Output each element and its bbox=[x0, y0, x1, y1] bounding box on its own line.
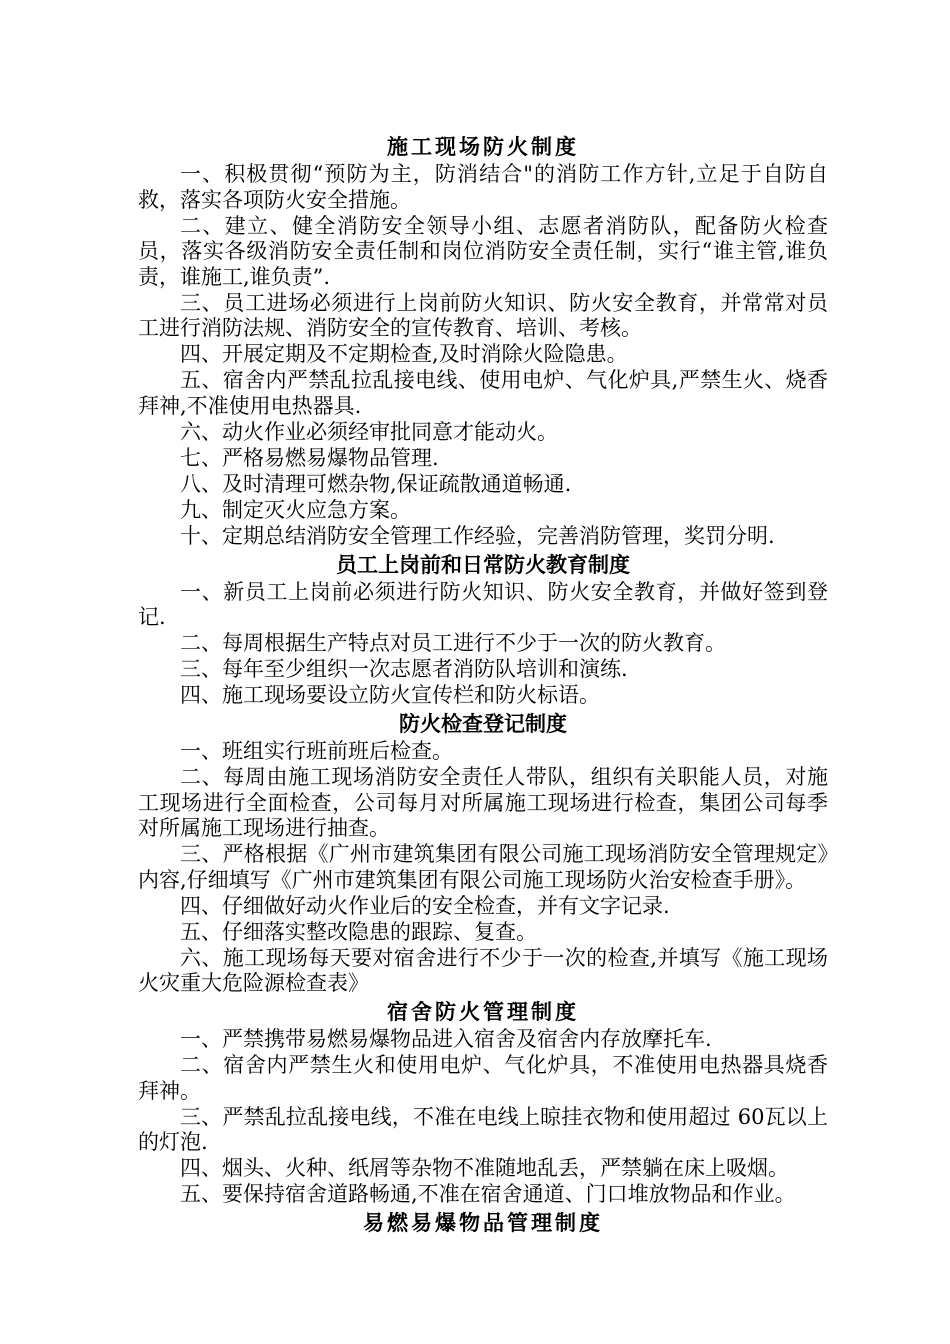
section-title: 施工现场防火制度 bbox=[387, 134, 579, 159]
document-page bbox=[138, 132, 828, 1238]
section-flammable-materials bbox=[138, 1208, 828, 1238]
paragraph: 七、严格易燃易爆物品管理. bbox=[180, 445, 439, 470]
paragraph: 四、仔细做好动火作业后的安全检查，并有文字记录. bbox=[180, 893, 670, 918]
paragraph: 六、施工现场每天要对宿舍进行不少于一次的检查,并填写《施工现场火灾重大危险源检查表》 bbox=[138, 945, 828, 995]
paragraph: 一、班组实行班前班后检查。 bbox=[180, 739, 453, 763]
paragraph: 三、每年至少组织一次志愿者消防队培训和演练. bbox=[180, 657, 628, 681]
paragraph: 六、动火作业必须经审批同意才能动火。 bbox=[180, 419, 558, 444]
paragraph: 四、开展定期及不定期检查,及时消除火险隐患。 bbox=[180, 342, 628, 366]
section-fire-inspection bbox=[138, 709, 828, 997]
paragraph: 一、新员工上岗前必须进行防火知识、防火安全教育，并做好签到登记. bbox=[138, 579, 828, 629]
paragraph: 四、烟头、火种、纸屑等杂物不准随地乱丢，严禁躺在床上吸烟。 bbox=[180, 1156, 789, 1180]
paragraph: 五、仔细落实整改隐患的跟踪、复查。 bbox=[180, 919, 537, 944]
section-dormitory-fire bbox=[138, 997, 828, 1208]
paragraph: 八、及时清理可燃杂物,保证疏散通道畅通. bbox=[180, 471, 572, 496]
paragraph: 三、严禁乱拉乱接电线，不准在电线上晾挂衣物和使用超过 60瓦以上的灯泡. bbox=[138, 1104, 828, 1154]
paragraph: 十、定期总结消防安全管理工作经验，完善消防管理，奖罚分明. bbox=[180, 523, 775, 548]
paragraph: 五、要保持宿舍道路畅通,不准在宿舍通道、门口堆放物品和作业。 bbox=[180, 1182, 796, 1206]
paragraph: 二、宿舍内严禁生火和使用电炉、气化炉具，不准使用电热器具烧香拜神。 bbox=[138, 1053, 828, 1103]
paragraph: 三、严格根据《广州市建筑集团有限公司施工现场消防安全管理规定》内容,仔细填写《广州市建筑集团有限公司施工现场防火治安检查手册》。 bbox=[138, 842, 828, 892]
section-title: 易燃易爆物品管理制度 bbox=[363, 1210, 603, 1235]
paragraph: 二、每周根据生产特点对员工进行不少于一次的防火教育。 bbox=[180, 631, 726, 655]
paragraph: 九、制定灭火应急方案。 bbox=[180, 497, 411, 522]
paragraph: 二、每周由施工现场消防安全责任人带队，组织有关职能人员，对施工现场进行全面检查，公司每月对所属施工现场进行检查，集团公司每季对所属施工现场进行抽查。 bbox=[138, 765, 828, 840]
section-fire-education bbox=[138, 550, 828, 709]
paragraph: 一、积极贯彻“预防为主，防消结合"的消防工作方针,立足于自防自救，落实各项防火安全措施。 bbox=[138, 162, 828, 212]
paragraph: 三、员工进场必须进行上岗前防火知识、防火安全教育，并常常对员工进行消防法规、消防安全的宣传教育、培训、考核。 bbox=[138, 290, 828, 340]
paragraph: 二、建立、健全消防安全领导小组、志愿者消防队，配备防火检查员，落实各级消防安全责任制和岗位消防安全责任制，实行“谁主管,谁负责，谁施工,谁负责”. bbox=[138, 213, 828, 289]
section-title: 防火检查登记制度 bbox=[399, 711, 567, 736]
paragraph: 一、严禁携带易燃易爆物品进入宿舍及宿舍内存放摩托车. bbox=[180, 1027, 712, 1051]
section-fire-prevention bbox=[138, 132, 828, 549]
section-title: 宿舍防火管理制度 bbox=[387, 999, 579, 1024]
paragraph: 四、施工现场要设立防火宣传栏和防火标语。 bbox=[180, 683, 600, 707]
paragraph: 五、宿舍内严禁乱拉乱接电线、使用电炉、气化炉具,严禁生火、烧香拜神,不准使用电热器具. bbox=[138, 368, 828, 418]
section-title: 员工上岗前和日常防火教育制度 bbox=[336, 551, 630, 577]
